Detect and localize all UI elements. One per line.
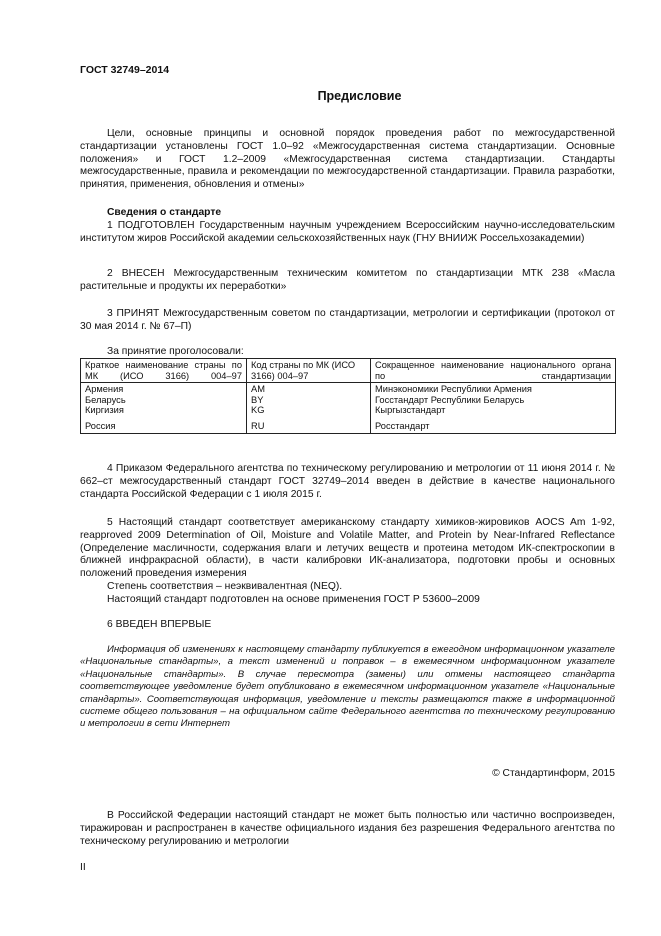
country-armenia: Армения (85, 384, 124, 395)
table-header-row (81, 359, 616, 383)
item-2-introduced: 2 ВНЕСЕН Межгосударственным техническим комитетом по стандартизации МТК 238 «Масла растительные и продукты их переработки» (80, 268, 615, 292)
page-number: II (80, 862, 86, 873)
body-kyrgyzstan: Кыргызстандарт (375, 405, 446, 416)
code-ru: RU (251, 420, 265, 431)
table-header-country: Краткое наименование страны по МК (ИСО 3166) 004–97 (81, 359, 247, 383)
item-1-prepared: 1 ПОДГОТОВЛЕН Государственным научным учреждением Всероссийским научно-исследовательским институтом жиров Российской академии сельскохозяйственных наук (ГНУ ВНИИЖ Россельхозакадемии) (80, 220, 615, 244)
copyright: © Стандартинформ, 2015 (492, 768, 615, 779)
body-armenia: Минэкономики Республики Армения (375, 384, 532, 395)
table-cell-countries (81, 383, 247, 433)
country-russia: Россия (85, 420, 116, 431)
info-heading: Сведения о стандарте (107, 207, 222, 218)
table-body-row (81, 383, 616, 433)
item-5-basis: Настоящий стандарт подготовлен на основе применения ГОСТ Р 53600–2009 (107, 594, 480, 605)
code-by: BY (251, 394, 264, 405)
code-am: AM (251, 384, 265, 395)
item-5-correspondence: 5 Настоящий стандарт соответствует американскому стандарту химиков-жировиков AOCS Am 1-92, reapproved 2009 Determination of Oil, Moisture and Volatile Matter, and Protein by Near-Infrared Reflectance (Определение масличности, содержания влаги и летучих веществ и протеина методом ИК-спектроскопии в ближней инфракрасной области), в части калибровки ИК-анализатора, подготовки пробы и основных положений проведения измерения (80, 517, 615, 580)
reproduction-notice: В Российской Федерации настоящий стандарт не может быть полностью или частично воспроизведен, тиражирован и распространен в качестве официального издания без разрешения Федерального агентства по техническому регулированию и метрологии (80, 810, 615, 847)
table-header-code: Код страны по МК (ИСО 3166) 004–97 (247, 359, 371, 383)
document-code: ГОСТ 32749–2014 (80, 64, 170, 76)
body-belarus: Госстандарт Республики Беларусь (375, 394, 525, 405)
item-5-degree: Степень соответствия – неэквивалентная (NEQ). (107, 581, 343, 592)
changes-notice: Информация об изменениях к настоящему стандарту публикуется в ежегодном информационном указателе «Национальные стандарты», а текст изменений и поправок – в ежемесячном информационном указателе «Национальные стандарты». В случае пересмотра (замены) или отмены настоящего стандарта соответствующее уведомление будет опубликовано в ежемесячном информационном указателе «Национальные стандарты». Соответствующая информация, уведомление и тексты размещаются также в информационной системе общего пользования – на официальном сайте Федерального агентства по техническому регулированию и метрологии в сети Интернет (80, 644, 615, 730)
country-kyrgyzstan: Киргизия (85, 405, 124, 416)
table-cell-codes (247, 383, 371, 433)
code-kg: KG (251, 405, 265, 416)
item-3-adopted: 3 ПРИНЯТ Межгосударственным советом по стандартизации, метрологии и сертификации (протокол от 30 мая 2014 г. № 67–П) (80, 308, 615, 332)
voting-table (80, 358, 616, 434)
table-cell-bodies (371, 383, 616, 433)
item-6-first-introduced: 6 ВВЕДЕН ВПЕРВЫЕ (107, 619, 212, 630)
page-title (0, 90, 661, 103)
body-russia: Росстандарт (375, 420, 430, 431)
intro-paragraph: Цели, основные принципы и основной порядок проведения работ по межгосударственной стандартизации установлены ГОСТ 1.0–92 «Межгосударственная система стандартизации. Основные положения» и ГОСТ 1.2–2009 «Межгосударственная система стандартизации. Стандарты межгосударственные, правила и рекомендации по межгосударственной стандартизации. Правила разработки, принятия, применения, обновления и отмены» (80, 128, 615, 191)
page-title-text: Предисловие (317, 89, 402, 103)
table-header-body: Сокращенное наименование национального органа по стандартизации (371, 359, 616, 383)
country-belarus: Беларусь (85, 394, 126, 405)
item-4-order: 4 Приказом Федерального агентства по техническому регулированию и метрологии от 11 июня 2014 г. № 662–ст межгосударственный стандарт ГОСТ 32749–2014 введен в действие в качестве национального стандарта Российской Федерации с 1 июля 2015 г. (80, 463, 615, 500)
vote-caption: За принятие проголосовали: (107, 346, 244, 357)
